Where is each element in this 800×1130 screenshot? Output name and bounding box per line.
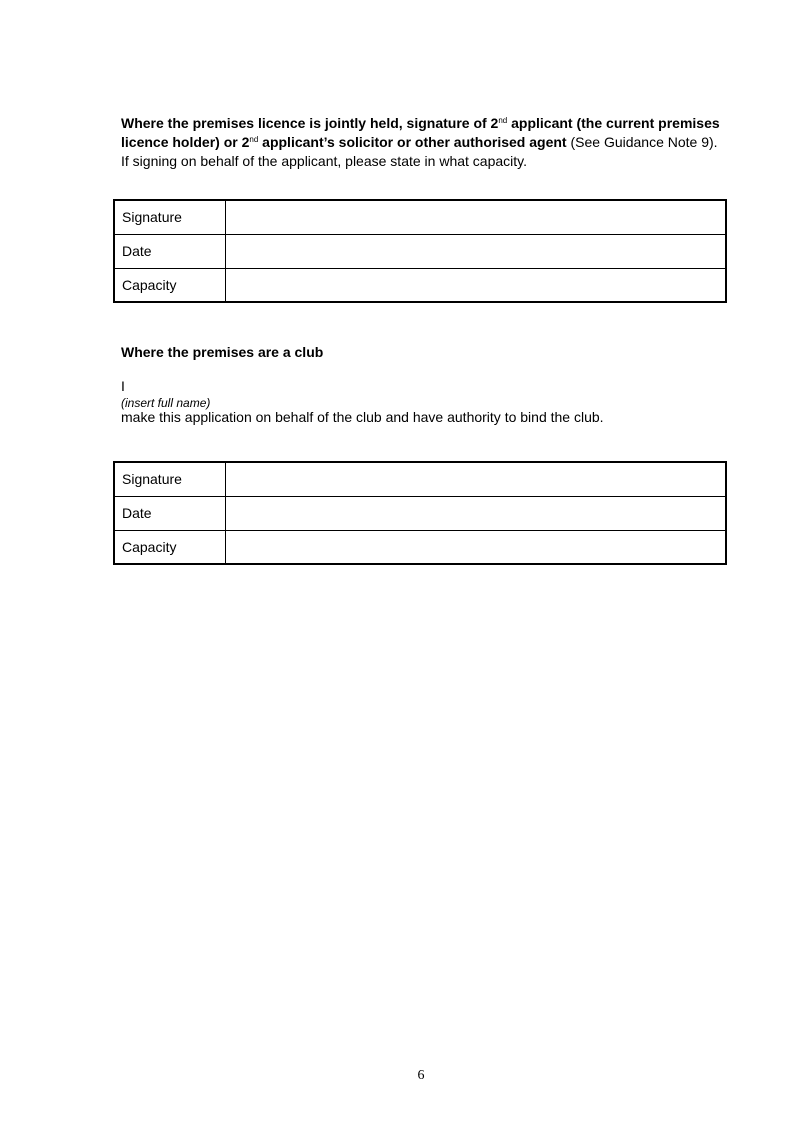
signature-label: Signature	[114, 462, 225, 496]
table-row	[114, 530, 726, 564]
capacity-label: Capacity	[114, 268, 225, 302]
capacity-field[interactable]	[225, 268, 726, 302]
signature-field[interactable]	[225, 462, 726, 496]
date-field[interactable]	[225, 234, 726, 268]
signature-label: Signature	[114, 200, 225, 234]
date-field[interactable]	[225, 496, 726, 530]
date-label: Date	[114, 234, 225, 268]
table-row	[114, 268, 726, 302]
full-name-hint: (insert full name)	[121, 396, 211, 410]
joint-heading-part-1: Where the premises licence is jointly held, signature of 2	[121, 115, 499, 131]
club-authority-statement: make this application on behalf of the club and have authority to bind the club.	[121, 409, 604, 425]
joint-heading-part-2: applicant (the current premises licence holder) or 2	[121, 115, 720, 150]
club-section-heading: Where the premises are a club	[121, 344, 324, 360]
table-row	[114, 200, 726, 234]
joint-signature-table	[113, 199, 727, 303]
capacity-field[interactable]	[225, 530, 726, 564]
table-row	[114, 496, 726, 530]
club-declaration-pronoun: I	[121, 378, 125, 394]
table-row	[114, 462, 726, 496]
signature-field[interactable]	[225, 200, 726, 234]
club-signature-table	[113, 461, 727, 565]
joint-guidance-text: (See Guidance Note 9). If signing on behalf of the applicant, please state in what capacity.	[121, 134, 718, 169]
date-label: Date	[114, 496, 225, 530]
joint-licence-instructions	[121, 114, 721, 171]
page-number: 6	[417, 1068, 425, 1083]
joint-heading-part-3: applicant’s solicitor or other authorised agent	[258, 134, 567, 150]
ordinal-suffix-1: nd	[498, 116, 508, 125]
capacity-label: Capacity	[114, 530, 225, 564]
ordinal-suffix-2: nd	[249, 135, 259, 144]
table-row	[114, 234, 726, 268]
